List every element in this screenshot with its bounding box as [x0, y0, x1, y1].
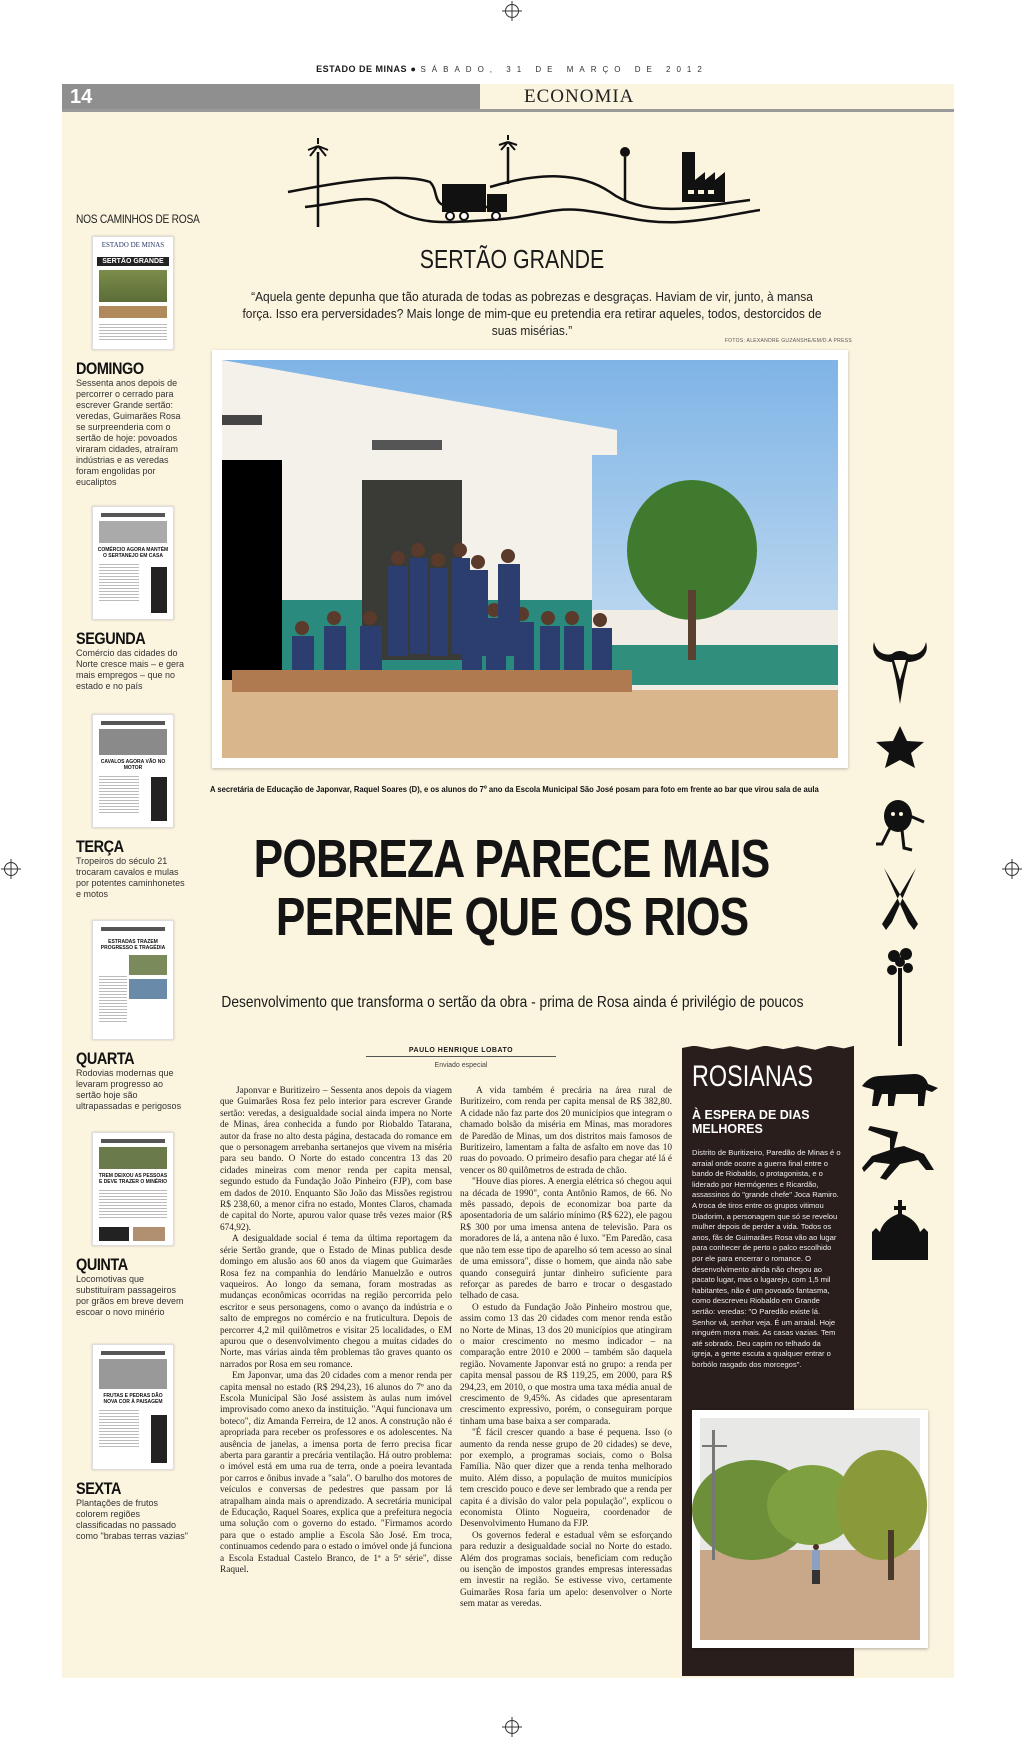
school-photo: [222, 360, 838, 758]
thumbnail-segunda[interactable]: [92, 506, 174, 620]
registration-mark-bottom: [505, 1720, 519, 1734]
thumb-image: [99, 306, 167, 318]
torn-paper-edge: [680, 1040, 858, 1054]
headline-line-2: PERENE QUE OS RIOS: [275, 887, 749, 947]
thumbnail-terca[interactable]: [92, 714, 174, 828]
series-kicker: SERTÃO GRANDE: [419, 244, 605, 274]
buriti-palm-icon: [868, 946, 932, 1046]
paragraph: "Houve dias piores. A energia elétrica só chegou aqui na década de 1990", conta Antônio Ramos, de 66. No mês passado, depois de economizar boa parte da aposentadoria de um salário mínimo (R$ 622), ele pagou R$ 300 por uma imensa antena de televisão. Para os moradores de lá, a antena não é luxo. "Em Paredão, casa que não tem esse tipo de aparelho só tem acesso ao sinal de uma emissora", disse o homem, que ainda não sabe quando conseguirá juntar dinheiro suficiente para reforçar as paredes de barro e trocar o desgastado telhado de casa.: [460, 1177, 672, 1302]
section-bar: [62, 84, 954, 110]
section-bar-fill: [62, 84, 480, 110]
horseman-icon: [860, 1120, 940, 1184]
rosianas-box: [682, 1046, 854, 1676]
ox-icon: [860, 1064, 940, 1108]
thumbnail-sexta[interactable]: [92, 1344, 174, 1470]
day-title: DOMINGO: [76, 359, 144, 378]
section-name: ECONOMIA: [524, 86, 635, 107]
main-photo: [212, 350, 848, 768]
day-segunda: [76, 630, 206, 692]
day-title: SEXTA: [76, 1479, 121, 1498]
day-summary: Locomotivas que substituíram passageiros por grãos em breve devem escoar o novo minério: [76, 1274, 184, 1317]
thumb-title: FRUTAS E PEDRAS DÃO NOVA COR À PAISAGEM: [103, 1393, 163, 1405]
headline-line-1: POBREZA PARECE MAIS: [254, 829, 770, 889]
thumb-text: [99, 1408, 139, 1448]
day-title: SEGUNDA: [76, 629, 146, 648]
thumb-image: [129, 955, 167, 975]
thumb-title: COMÉRCIO AGORA MANTÉM O SERTANEJO EM CASA: [97, 547, 169, 559]
paragraph: A vida também é precária na área rural de Buritizeiro, com renda per capita mensal de R$ 382,80. A cidade não faz parte dos 20 municípios que integram o chamado bolsão da miséria em Minas, mas moradores de Paredão de Minas, um dos distritos mais famosos de Buritizeiro, lamentam a falta de asfalto em nove das 10 ruas do povoado. O primeiro desafio para chegar até lá é vencer os 80 quilômetros de estrada de chão.: [460, 1086, 672, 1176]
thumb-text: [99, 322, 167, 340]
thumb-image: [99, 729, 167, 755]
photo-scene: [222, 360, 838, 758]
buriti-tree-icon: [620, 147, 630, 200]
box-text: Distrito de Buritizeiro, Paredão de Minas é o arraial onde ocorre a guerra final entre o bando de Riobaldo, o protagonista, e o liderado por Hermógenes e Ricardão, assassinos do "grande chefe" Joca Ramiro. A troca de tiros entre os grupos vitimou Diadorim, a personagem que só se revelou mulher depois de perder a vida. Todos os anos, fãs de Guimarães Rosa vão ao lugar para conhecer de perto o palco escolhido por ele para encerrar o romance. O desenvolvimento ainda não chegou ao pacato lugar, mas o lugarejo, com 1,5 mil habitantes, não é um povoado fantasma, como descreveu Riobaldo em Grande sertão: veredas: "O Paredão existe lá. Senhor vá, senhor veja. É um arraial. Hoje ninguém mora mais. As casas vazias. Tem até sobrado. Deu capim no telhado da igreja, a gente escuta a qualquer entrar o borbólo rasgado dos morcegos".: [692, 1148, 841, 1369]
day-summary: Tropeiros do século 21 trocaram cavalos e mulas por potentes caminhonetes e motos: [76, 856, 185, 899]
church-icon: [868, 1198, 932, 1262]
paredao-street-photo: [692, 1410, 928, 1648]
saci-figure-icon: [868, 792, 932, 856]
box-title: ROSIANAS: [692, 1060, 813, 1093]
thumb-image: [99, 1359, 167, 1389]
thumb-image: [99, 1147, 167, 1169]
masthead: [0, 64, 1024, 74]
thumb-title: ESTRADAS TRAZEM PROGRESSO E TRAGÉDIA: [100, 939, 166, 951]
day-domingo: [76, 360, 206, 488]
thumbnail-quinta[interactable]: [92, 1132, 174, 1246]
article-column-2: [460, 1086, 672, 1611]
bullet: ●: [410, 64, 417, 74]
thumb-title: SERTÃO GRANDE: [97, 257, 169, 266]
deck-text: Desenvolvimento que transforma o sertão da obra - prima de Rosa ainda é privilégio de poucos: [220, 994, 804, 1011]
sidebar-title: NOS CAMINHOS DE ROSA: [76, 212, 200, 226]
paragraph: Japonvar e Buritizeiro – Sessenta anos depois da viagem que Guimarães Rosa fez pelo interior para escrever Grande sertão: veredas, a desigualdade social ainda impera no Norte de Minas, área conhecida a fundo por Riobaldo Tatarana, autor da frase no alto desta página, destacada do romance em que o personagem arrebanha sertanejos que vivem na miséria para seu bando. O Norte do estado concentra 13 das 20 cidades mineiras com menor renda per capita mensal, segundo estudo da Fundação João Pinheiro (FJP), com base em dados de 2010. Enquanto São João das Missões registrou R$ 238,60, a menor cifra no estado, Montes Claros, chamada de capital do Norte, apurou valor quase três vezes maior (R$ 674,92).: [220, 1086, 452, 1233]
photo-credit: FOTOS: ALEXANDRE GUZANSHE/EM/D.A PRESS: [724, 338, 852, 344]
thumb-text: [99, 562, 139, 602]
star-icon: [868, 724, 932, 770]
thumb-box: [151, 1415, 167, 1463]
thumb-image: [133, 1227, 165, 1241]
palm-tree-icon: [499, 135, 517, 184]
thumb-rule: [101, 1139, 165, 1143]
thumb-rule: [101, 721, 165, 725]
thumb-box: [99, 1227, 129, 1241]
paper-name: ESTADO DE MINAS: [316, 64, 407, 74]
photo-scene: [692, 1410, 928, 1648]
registration-mark-top: [505, 4, 519, 18]
paragraph: A desigualdade social é tema da última reportagem da série Sertão grande, que o Estado de Minas publica desde domingo em alusão aos 60 anos da viagem que Guimarães Rosa fez na companhia do lendário Manuelzão e outros vaqueiros. Ao longo da semana, foram mostradas as mudanças econômicas ocorridas na região percorrida pelo escritor e seus personagens, como o avanço da indústria e o salto de empregos no comércio e na fruticultura. Depois de percorrer 4,2 mil quilômetros e visitar 25 localidades, o EM apurou que o desenvolvimento chegou a muitas cidades do Norte, mas várias ainda têm problemas tão graves quanto os narrados por Rosa em seu romance.: [220, 1234, 452, 1370]
article-column-1: [220, 1086, 452, 1576]
thumb-image: [99, 521, 167, 543]
box-subtitle: À ESPERA DE DIAS MELHORES: [692, 1108, 810, 1136]
day-title: QUARTA: [76, 1049, 135, 1068]
paragraph: Em Japonvar, uma das 20 cidades com a menor renda per capita mensal no estado (R$ 294,23), 16 alunos do 7º ano da Escola Municipal São José assistem às aulas num imóvel improvisado como anexo da instituição. "Aqui funcionava um boteco", diz Amanda Ferreira, de 12 anos. A construção não é apropriada para receber os professores e os adolescentes. Na ausência de janelas, a imensa porta de ferro precisa ficar aberta para garantir a precária ventilação. Há outro problema: o imóvel está em uma rua de terra, onde a poeira levantada por carros e ônibus invade a "sala". O barulho dos motores de veículos e conversas de pedestres que passam por lá atrapalham ainda mais o aprendizado. A secretária municipal de Educação, Raquel Soares, explica que a prefeitura negocia uma solução com o governo do estado. "Firmamos acordo para que o estado amplie a Escola São José. Em troca, continuamos cedendo para o estado o imóvel onde já funciona a Escola Estadual Castelo Branco, de 1ª a 5ª série", disse Raquel.: [220, 1371, 452, 1576]
factory-icon: [682, 152, 725, 202]
thumb-masthead: ESTADO DE MINAS: [101, 241, 165, 249]
day-summary: Sessenta anos depois de percorrer o cerrado para escrever Grande sertão: veredas, Guimarães Rosa se surpreenderia com o sertão de hoje: povoados viraram cidades, atraíram indústrias e as veredas foram engolidas por eucaliptos: [76, 378, 181, 487]
edition-date: SÁBADO, 31 DE MARÇO DE 2012: [420, 65, 708, 74]
thumb-box: [151, 567, 167, 613]
crossed-rifles-icon: [868, 866, 932, 932]
paragraph: O estudo da Fundação João Pinheiro mostrou que, assim como 13 das 20 cidades com menor renda estão no Norte de Minas, 13 dos 20 municípios que atingiram o maior crescimento no mesmo indicador – na comparação entre 2010 e 2000 – também são daquela região. Novamente Japonvar está no grupo: a renda per capita mensal passou de R$ 119,25, em 2000, para R$ 294,23, em 2010, o que mostra uma taxa média anual de crescimento de 9,45%. As cidades que apresentaram crescimento expressivo, porém, o conseguiram porque tinham uma base baixa a ser comparada.: [460, 1302, 672, 1427]
byline-role: Enviado especial: [434, 1062, 488, 1069]
bull-skull-icon: [868, 636, 932, 708]
photo-caption: A secretária de Educação de Japonvar, Raquel Soares (D), e os alunos do 7º ano da Escola Municipal São José posam para foto em frente ao bar que virou sala de aula: [210, 784, 819, 794]
page-number: 14: [70, 86, 93, 108]
series-landscape-illustration: [280, 132, 760, 227]
day-sexta: [76, 1480, 206, 1542]
truck-icon: [442, 184, 507, 220]
thumb-rule: [101, 513, 165, 517]
day-summary: Plantações de frutos colorem regiões classificadas no passado como "brabas terras vazias": [76, 1498, 188, 1541]
day-summary: Rodovias modernas que levaram progresso ao sertão hoje são ultrapassadas e perigosos: [76, 1068, 182, 1111]
series-epigraph: “Aquela gente depunha que tão aturada de todas as pobrezas e desgraças. Haviam de vir, junto, à mansa força. Isso era perversidades? Mais longe de mim-que eu pretendia era retirar aqueles, todos, destorcidos de suas misérias.”: [242, 289, 822, 338]
day-quinta: [76, 1256, 206, 1318]
thumb-rule: [101, 1351, 165, 1355]
thumb-text: [99, 1188, 167, 1218]
day-quarta: [76, 1050, 206, 1112]
day-title: QUINTA: [76, 1255, 128, 1274]
thumb-text: [99, 774, 139, 814]
thumb-box: [151, 777, 167, 821]
thumb-title: CAVALOS AGORA VÃO NO MOTOR: [100, 759, 166, 771]
paragraph: Os governos federal e estadual vêm se esforçando para reduzir a desigualdade social no Norte do estado. Além dos programas sociais, beneficiam com redução ou isenção de impostos grandes empresas interessadas em investir na região. Se estivesse vivo, certamente Guimarães Rosa faria um apelo: desenvolver o Norte sem matar as veredas.: [460, 1530, 672, 1610]
paragraph: "É fácil crescer quando a base é pequena. Isso (o aumento da renda nesse grupo de 20 cidades) se deve, por exemplo, a programas sociais, como o Bolsa Família. Não quer dizer que a renda tenha melhorado muito. Além disso, a população de muitos municípios tem crescido pouco e deve ser lembrado que a renda per capita é a divisão do valor pela população", explicou o economista Olinto Nogueira, coordenador de Desenvolvimento Humano da FJP.: [460, 1428, 672, 1530]
day-summary: Comércio das cidades do Norte cresce mais – e gera mais empregos – que no estado e no país: [76, 648, 185, 691]
thumb-title: TREM DEIXOU AS PESSOAS E DEVE TRAZER O MINÉRIO: [98, 1173, 168, 1185]
section-rule: [62, 109, 954, 112]
sertao-icons-column: [868, 636, 932, 1262]
byline: PAULO HENRIQUE LOBATO: [366, 1047, 556, 1057]
palm-tree-icon: [308, 138, 328, 227]
day-title: TERÇA: [76, 837, 124, 856]
